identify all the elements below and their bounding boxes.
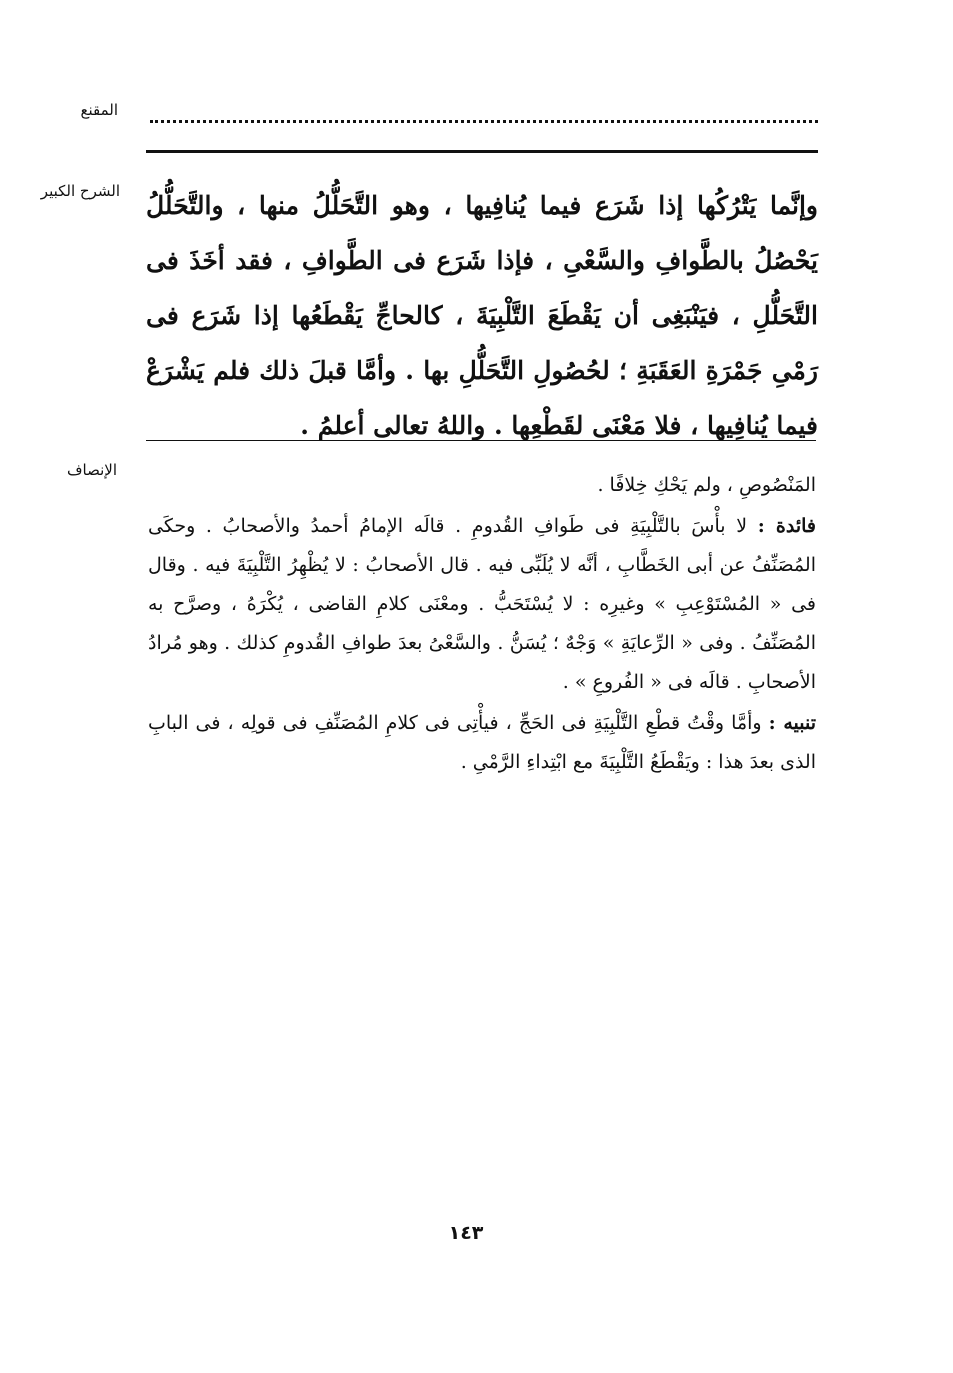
insaf-text xyxy=(148,466,816,782)
header-dotted-line xyxy=(150,110,818,123)
sharh-paragraph: وإنَّما يَتْرُكُها إذا شَرَع فيما يُنافِيها ، وهو التَّحَلُّلُ منها ، والتَّحَلُّلُ يَحْصُلُ بالطَّوافِ والسَّعْىِ ، فإذا شَرَع فى الطَّوافِ ، فقد أخَذَ فى التَّحَلُّلِ ، فيَنْبَغِى أن يَقْطَعَ التَّلْبِيَةَ ، كالحاجِّ يَقْطَعُها إذا شَرَع فى رَمْىِ جَمْرَةِ العَقَبَةِ ؛ لحُصُولِ التَّحَلُّلِ بها . وأمَّا قبلَ ذلك فلم يَشْرَعْ فيما يُنافِيها ، فلا مَعْنَى لقَطْعِها . واللهُ تعالى أعلمُ . xyxy=(146,191,818,440)
insaf-intro: المَنْصُوصِ ، ولم يَحْكِ خِلافًا . xyxy=(597,474,816,496)
tanbih-text: وأمَّا وقْتُ قطْعِ التَّلْبِيَةِ فى الحَجِّ ، فيأْتِى فى كلامِ المُصَنِّفِ فى قولِه ، فى البابِ الذى بعدَ هذا : ويَقْطَعُ التَّلْبِيَةَ مع ابْتِداءِ الرَّمْىِ . xyxy=(148,712,816,773)
header-label: المقنع xyxy=(80,101,118,119)
tanbih-keyword: تنبيه : xyxy=(768,712,817,734)
faida-keyword: فائدة : xyxy=(757,515,816,537)
faida-paragraph xyxy=(148,507,816,702)
page-number: ١٤٣ xyxy=(448,1222,484,1244)
header-rule xyxy=(146,150,818,153)
faida-text: لا بأْسَ بالتَّلْبِيَةِ فى طَوافِ القُدومِ . قالَه الإمامُ أحمدُ والأصحابُ . وحكَى المُصَنِّفُ عن أبى الخَطَّابِ ، أنَّه لا يُلَبِّى فيه . قال الأصحابُ : لا يُظْهِرُ التَّلْبِيَةَ فيه . وقال فى « المُسْتَوْعِبِ » وغيرِه : لا يُسْتَحَبُّ . ومعْنَى كلامِ القاضى ، يُكْرَهُ ، وصرَّح به المُصَنِّفُ . وفى « الرِّعايَةِ » وَجْهٌ ؛ يُسَنُّ . والسَّعْىُ بعدَ طوافِ القُدومِ كذلك . وهو مُرادُ الأصحابِ . قالَه فى « الفُروعِ » . xyxy=(148,515,816,693)
section-label-insaf: الإنصاف xyxy=(66,461,117,479)
tanbih-paragraph xyxy=(148,704,816,782)
section-divider xyxy=(146,440,816,441)
section-label-sharh: الشرح الكبير xyxy=(40,182,120,200)
sharh-text xyxy=(146,178,818,453)
